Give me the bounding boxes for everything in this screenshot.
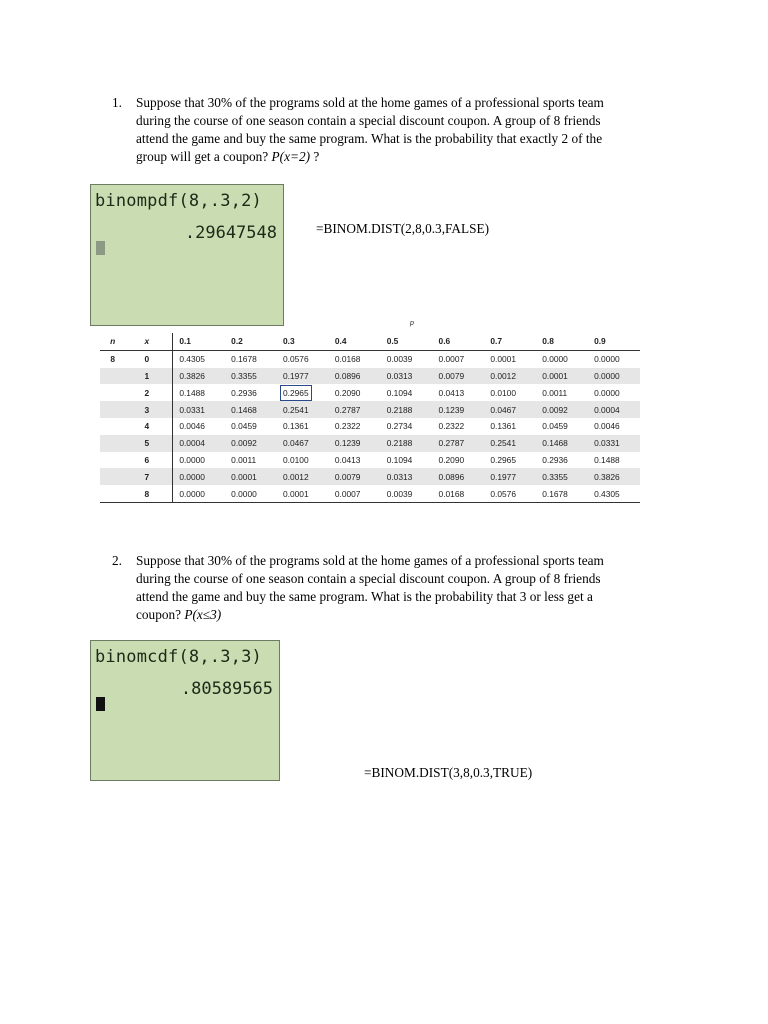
probability-value: 0.0001 [283,488,309,499]
probability-value: 0.0331 [594,438,620,449]
probability-value: 0.0000 [542,354,568,365]
probability-cell [588,401,640,418]
table-header-row [100,333,640,350]
question-1 [112,94,672,166]
probability-value: 0.1361 [490,421,516,432]
probability-cell [588,350,640,367]
x-cell: 1 [125,368,172,385]
probability-expression: P(x=2) [271,149,311,164]
probability-cell [484,384,536,401]
probability-cell [277,401,329,418]
table-row [100,401,640,418]
probability-value: 0.0012 [283,471,309,482]
probability-cell [329,384,381,401]
probability-cell [433,418,485,435]
probability-value: 0.3826 [179,370,205,381]
probability-value: 0.1468 [542,438,568,449]
probability-cell [588,435,640,452]
probability-cell [381,452,433,469]
probability-value: 0.0000 [179,454,205,465]
p-column-label: p [410,320,414,327]
probability-cell [588,368,640,385]
probability-cell [536,418,588,435]
probability-cell [536,485,588,502]
probability-value: 0.0413 [438,387,465,398]
probability-cell [277,368,329,385]
probability-cell [433,350,485,367]
probability-value: 0.0000 [594,387,620,398]
table-row [100,368,640,385]
probability-cell [588,418,640,435]
probability-value: 0.0000 [179,488,205,499]
column-header: 0.8 [536,333,588,350]
excel-formula-pdf: =BINOM.DIST(2,8,0.3,FALSE) [316,221,490,236]
calculator-result: .80589565 [180,679,273,699]
probability-cell [173,350,225,367]
probability-value: 0.0092 [542,404,568,415]
probability-cell [329,452,381,469]
probability-value: 0.0039 [386,354,413,365]
probability-value: 0.2541 [490,438,516,449]
probability-value: 0.2734 [386,421,413,432]
probability-value: 0.1094 [386,387,413,398]
question-tail: ? [310,149,320,164]
probability-value: 0.0092 [231,438,257,449]
calculator-cursor [96,241,105,255]
highlighted-value: 0.2965 [283,387,309,398]
probability-value: 0.0168 [438,488,465,499]
probability-cell [225,485,277,502]
probability-cell [277,418,329,435]
x-cell: 6 [125,452,172,469]
probability-value: 0.0331 [179,404,205,415]
probability-cell [329,418,381,435]
n-cell [100,401,125,418]
column-header: x [125,333,172,350]
probability-cell [277,350,329,367]
calculator-cursor [96,697,105,711]
question-number: 1. [112,95,122,110]
probability-value: 0.0012 [490,370,516,381]
probability-cell [381,468,433,485]
n-cell [100,384,125,401]
probability-cell [484,418,536,435]
question-text: coupon? [136,607,185,622]
table-body [100,350,640,502]
probability-cell [484,350,536,367]
x-cell: 7 [125,468,172,485]
probability-cell [173,401,225,418]
question-last-line [136,606,672,624]
column-header: 0.1 [173,333,225,350]
question-line: during the course of one season contain a special discount coupon. A group of 8 friends [136,113,601,128]
probability-cell [536,401,588,418]
probability-value: 0.0079 [334,471,361,482]
probability-value: 0.0576 [283,354,309,365]
probability-cell [173,452,225,469]
probability-value: 0.0000 [179,471,205,482]
probability-cell [381,384,433,401]
probability-value: 0.0011 [231,454,257,465]
probability-value: 0.1678 [542,488,568,499]
probability-cell [173,384,225,401]
probability-value: 0.0467 [490,404,516,415]
probability-cell [173,418,225,435]
question-line: attend the game and buy the same program. What is the probability that exactly 2 of the [136,131,603,146]
probability-value: 0.1468 [231,404,257,415]
probability-value: 0.2188 [386,438,413,449]
probability-cell [484,485,536,502]
probability-value: 0.0046 [594,421,620,432]
probability-cell [225,435,277,452]
question-line: Suppose that 30% of the programs sold at the home games of a professional sports team [136,95,604,110]
probability-value: 0.0007 [438,354,465,365]
probability-cell [588,468,640,485]
probability-cell [381,435,433,452]
probability-cell [536,452,588,469]
probability-cell [381,418,433,435]
question-last-line [136,148,672,166]
probability-value: 0.2090 [334,387,361,398]
probability-value: 0.1977 [490,471,516,482]
probability-cell [225,401,277,418]
probability-cell [381,368,433,385]
table-row [100,485,640,502]
column-header: 0.6 [433,333,485,350]
table [100,333,640,503]
question-line: attend the game and buy the same program. What is the probability that 3 or less get a [136,589,593,604]
probability-cell [173,435,225,452]
probability-cell [484,435,536,452]
probability-cell [277,468,329,485]
x-cell: 2 [125,384,172,401]
column-header: 0.7 [484,333,536,350]
probability-cell [329,468,381,485]
probability-value: 0.4305 [594,488,620,499]
table-row [100,452,640,469]
probability-cell [225,368,277,385]
probability-cell [433,401,485,418]
probability-cell [588,452,640,469]
probability-cell [225,452,277,469]
table-row [100,384,640,401]
calculator-command: binompdf(8,.3,2) [95,191,262,211]
probability-cell [381,485,433,502]
probability-value: 0.3826 [594,471,620,482]
table-row [100,350,640,367]
probability-cell [277,435,329,452]
probability-cell [173,485,225,502]
table-row [100,435,640,452]
probability-value: 0.0459 [542,421,568,432]
probability-value: 0.1488 [594,454,620,465]
probability-cell [433,384,485,401]
probability-cell [433,485,485,502]
n-cell [100,485,125,502]
probability-cell [381,401,433,418]
probability-value: 0.2188 [386,404,413,415]
column-header: 0.5 [381,333,433,350]
probability-value: 0.0896 [438,471,465,482]
probability-cell [484,452,536,469]
probability-value: 0.0459 [231,421,257,432]
probability-cell [329,368,381,385]
probability-value: 0.2322 [334,421,361,432]
probability-value: 0.1239 [438,404,465,415]
probability-cell [433,468,485,485]
column-header: n [100,333,125,350]
probability-cell [277,485,329,502]
column-header: 0.3 [277,333,329,350]
question-line: during the course of one season contain a special discount coupon. A group of 8 friends [136,571,601,586]
excel-formula-cdf: =BINOM.DIST(3,8,0.3,TRUE) [364,765,533,780]
probability-value: 0.0000 [594,370,620,381]
x-cell: 3 [125,401,172,418]
probability-value: 0.3355 [542,471,568,482]
probability-value: 0.0001 [490,354,516,365]
probability-value: 0.2090 [438,454,465,465]
probability-value: 0.0004 [179,438,205,449]
question-2 [112,552,672,624]
probability-cell [536,384,588,401]
table-row [100,468,640,485]
probability-value: 0.0168 [334,354,361,365]
probability-value: 0.1977 [283,370,309,381]
probability-value: 0.0000 [594,354,620,365]
calculator-screen-binomcdf [90,640,280,781]
probability-cell [433,368,485,385]
probability-cell [329,401,381,418]
n-cell [100,418,125,435]
probability-value: 0.3355 [231,370,257,381]
calculator-screen-binompdf [90,184,284,326]
probability-value: 0.1678 [231,354,257,365]
probability-value: 0.4305 [179,354,205,365]
probability-cell [536,435,588,452]
probability-cell [536,368,588,385]
question-line: Suppose that 30% of the programs sold at the home games of a professional sports team [136,553,604,568]
probability-value: 0.2787 [334,404,361,415]
probability-value: 0.2787 [438,438,465,449]
probability-cell [225,350,277,367]
calculator-command: binomcdf(8,.3,3) [95,647,262,667]
probability-cell [433,435,485,452]
probability-cell [536,350,588,367]
n-cell [100,452,125,469]
probability-value: 0.0000 [231,488,257,499]
question-text: group will get a coupon? [136,149,272,164]
table-row [100,418,640,435]
n-cell [100,468,125,485]
probability-value: 0.0039 [386,488,413,499]
probability-cell [329,435,381,452]
column-header: 0.9 [588,333,640,350]
probability-value: 0.0313 [386,471,413,482]
probability-value: 0.0001 [231,471,257,482]
probability-cell [277,452,329,469]
probability-cell [536,468,588,485]
probability-value: 0.1239 [334,438,361,449]
n-cell [100,368,125,385]
probability-value: 0.0100 [283,454,309,465]
probability-cell [588,384,640,401]
n-cell [100,435,125,452]
probability-value: 0.0004 [594,404,620,415]
question-number: 2. [112,553,122,568]
probability-value: 0.2322 [438,421,465,432]
probability-cell [588,485,640,502]
probability-value: 0.0046 [179,421,205,432]
column-header: 0.4 [329,333,381,350]
probability-cell [225,384,277,401]
probability-value: 0.2936 [542,454,568,465]
column-header: 0.2 [225,333,277,350]
probability-value: 0.0079 [438,370,465,381]
probability-cell [173,368,225,385]
probability-value: 0.0313 [386,370,413,381]
probability-expression: P(x≤3) [184,607,222,622]
probability-cell [329,485,381,502]
probability-cell [329,350,381,367]
probability-value: 0.0011 [542,387,568,398]
probability-value: 0.0467 [283,438,309,449]
probability-value: 0.1488 [179,387,205,398]
x-cell: 4 [125,418,172,435]
probability-value: 0.0007 [334,488,361,499]
probability-cell [484,468,536,485]
x-cell: 5 [125,435,172,452]
calculator-result: .29647548 [184,223,277,243]
probability-cell [433,452,485,469]
probability-value: 0.0100 [490,387,516,398]
probability-value: 0.1094 [386,454,413,465]
probability-value: 0.2965 [490,454,516,465]
probability-value: 0.1361 [283,421,309,432]
probability-value: 0.0413 [334,454,361,465]
probability-cell [173,468,225,485]
x-cell: 0 [125,350,172,367]
probability-value: 0.0576 [490,488,516,499]
highlighted-probability-cell [277,384,329,401]
probability-value: 0.0896 [334,370,361,381]
probability-value: 0.0001 [542,370,568,381]
probability-cell [484,401,536,418]
x-cell: 8 [125,485,172,502]
probability-value: 0.2936 [231,387,257,398]
probability-cell [484,368,536,385]
probability-cell [225,418,277,435]
n-cell: 8 [110,354,115,365]
probability-value: 0.2541 [283,404,309,415]
probability-cell [381,350,433,367]
probability-cell [225,468,277,485]
